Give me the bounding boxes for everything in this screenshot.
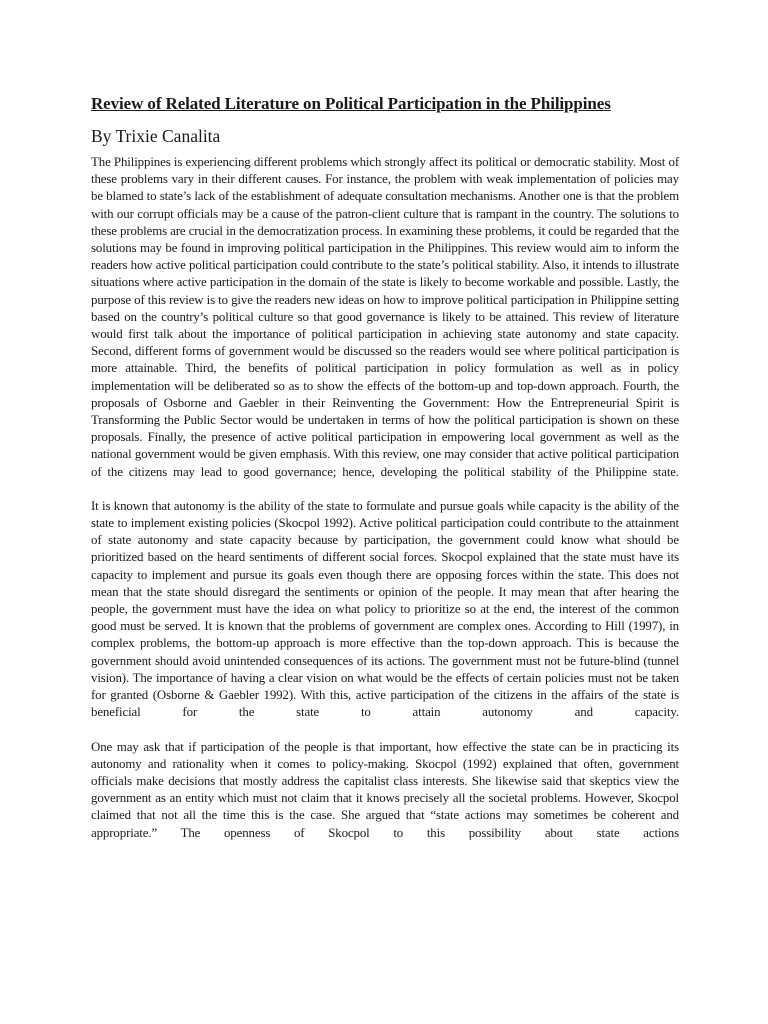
paragraph-2: It is known that autonomy is the ability of the state to formulate and pursue goals while capacity is the ability of the state to implement existing policies (Skocpol 1992). Active political participation could contribute to the attainment of state autonomy and state capacity because by participation, the government could know what should be prioritized based on the heard sentiments of different social forces. Skocpol explained that the state must have its capacity to implement and pursue its goals even though there are opposing forces within the state. This does not mean that the state should disregard the sentiments or opinion of the people. It may mean that after hearing the people, the government must have the idea on what policy to prioritize so at the end, the interest of the common good must be served. It is known that the problems of government are complex ones. According to Hill (1997), in complex problems, the bottom-up approach is more effective than the top-down approach. This is because the government should avoid unintended consequences of its actions. The government must not be future-blind (tunnel vision). The importance of having a clear vision on what would be the effects of certain policies must not be taken for granted (Osborne & Gaebler 1992). With this, active participation of the citizens in the affairs of the state is beneficial for the state to attain autonomy and capacity. — [91, 498, 679, 720]
paragraph-3: One may ask that if participation of the people is that important, how effective the state can be in practicing its autonomy and rationality when it comes to policy-making. Skocpol (1992) explained that often, government officials make decisions that mostly address the capitalist class interests. She likewise said that skeptics view the government as an entity which must not claim that it knows precisely all the societal problems. However, Skocpol claimed that not all the time this is the case. She argued that “state actions may sometimes be coherent and appropriate.” The openness of Skocpol to this possibility about state actions — [91, 739, 679, 840]
document-page — [91, 92, 679, 859]
paragraph-1: The Philippines is experiencing different problems which strongly affect its political or democratic stability. Most of these problems vary in their different causes. For instance, the problem with weak implementation of policies may be blamed to state’s lack of the establishment of adequate consultation mechanisms. Another one is that the problem with our corrupt officials may be a cause of the patron-client culture that is rampant in the country. The solutions to these problems are crucial in the democratization process. In examining these problems, it could be regarded that the solutions may be found in improving political participation in the Philippines. This review would aim to inform the readers how active political participation could contribute to the state’s political stability. Also, it intends to illustrate situations where active participation in the domain of the state is likely to become workable and possible. Lastly, the purpose of this review is to give the readers new ideas on how to improve political participation in Philippine setting based on the country’s political culture so that good governance is likely to be attained. This review of literature would first talk about the importance of political participation in achieving state autonomy and state capacity. Second, different forms of government would be discussed so the readers would see where political participation is more attainable. Third, the benefits of political participation in policy formulation as well as in policy implementation will be deliberated so as to show the effects of the bottom-up and top-down approach. Fourth, the proposals of Osborne and Gaebler in their Reinventing the Government: How the Entrepreneurial Spirit is Transforming the Public Sector would be undertaken in terms of how the political participation is shown on these proposals. Finally, the presence of active political participation in empowering local government as well as the national government would be given emphasis. With this review, one may consider that active political participation of the citizens may lead to good governance; hence, developing the political stability of the Philippine state. — [91, 155, 679, 479]
document-author: By Trixie Canalita — [91, 126, 221, 146]
document-title: Review of Related Literature on Political Participation in the Philippines — [91, 94, 611, 113]
